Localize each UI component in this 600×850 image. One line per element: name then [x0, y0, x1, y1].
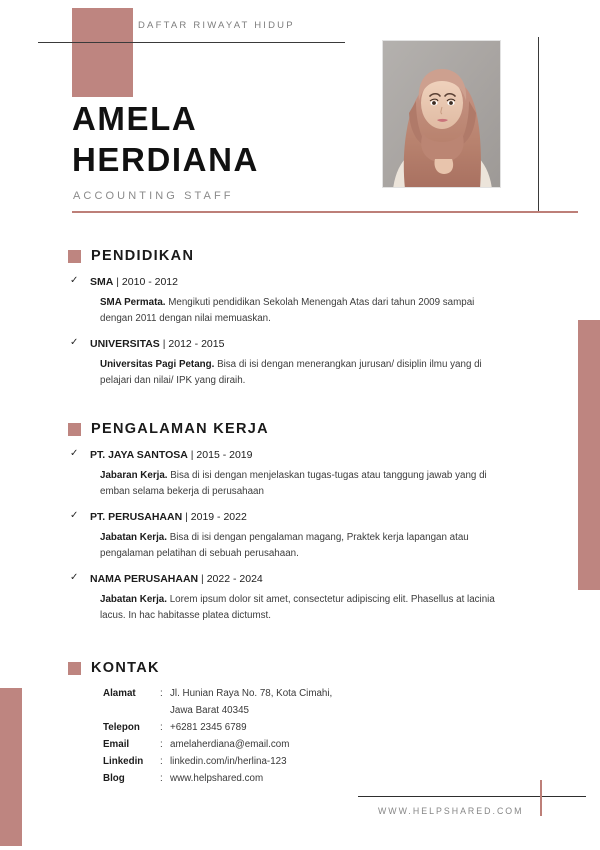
contact-colon: : — [160, 773, 163, 784]
profile-photo — [382, 40, 501, 188]
contact-row-email — [103, 736, 332, 753]
check-icon: ✓ — [70, 510, 79, 521]
experience-entry — [68, 448, 500, 499]
section-contact — [68, 660, 332, 787]
entry-description-lead: SMA Permata. — [100, 297, 166, 308]
entry-description-lead: Jabaran Kerja. — [100, 470, 168, 481]
document-kicker: DAFTAR RIWAYAT HIDUP — [138, 20, 295, 31]
section-header-education — [68, 248, 500, 264]
entry-heading — [90, 337, 500, 351]
entry-separator: | — [162, 338, 166, 350]
education-entry — [68, 275, 500, 326]
entry-period: 2010 - 2012 — [121, 276, 178, 288]
entry-title: PT. JAYA SANTOSA — [90, 449, 188, 461]
entry-separator: | — [185, 511, 188, 523]
entry-description-lead: Jabatan Kerja. — [100, 532, 167, 543]
section-marker-icon — [68, 250, 81, 263]
contact-value-line2: Jawa Barat 40345 — [170, 705, 249, 716]
portrait-illustration — [383, 41, 501, 188]
entry-separator: | — [116, 276, 119, 288]
contact-value[interactable]: www.helpshared.com — [170, 773, 264, 784]
contact-colon: : — [160, 722, 163, 733]
entry-description — [100, 357, 500, 388]
entry-description-text: Lorem ipsum dolor sit amet, consectetur adipiscing elit. Phasellus at lacinia lacus. In hac habitasse platea dictumst. — [100, 594, 495, 621]
job-title: ACCOUNTING STAFF — [73, 190, 234, 202]
experience-entry — [68, 510, 500, 561]
footer-rule — [358, 796, 586, 797]
entry-description-lead: Jabatan Kerja. — [100, 594, 167, 605]
contact-colon: : — [160, 688, 163, 699]
entry-description-text: Bisa di isi dengan menjelaskan tugas-tugas atau tanggung jawab yang di emban selama bekerja di perusahaan — [100, 470, 487, 497]
contact-value — [170, 685, 332, 719]
last-name: HERDIANA — [72, 141, 259, 178]
entry-separator: | — [190, 449, 194, 461]
entry-title: UNIVERSITAS — [90, 338, 160, 350]
entry-period: 2015 - 2019 — [196, 449, 253, 461]
education-entry — [68, 337, 500, 388]
section-marker-icon — [68, 662, 81, 675]
entry-title: NAMA PERUSAHAAN — [90, 573, 199, 585]
contact-value: +6281 2345 6789 — [170, 722, 247, 733]
entry-period: 2019 - 2022 — [190, 511, 247, 523]
entry-description-text: Mengikuti pendidikan Sekolah Menengah Atas dari tahun 2009 sampai dengan 2011 dengan nilai memuaskan. — [100, 297, 475, 324]
contact-colon: : — [160, 739, 163, 750]
section-experience — [68, 421, 500, 623]
contact-row-address — [103, 685, 332, 719]
entry-title: SMA — [90, 276, 114, 288]
check-icon: ✓ — [70, 337, 79, 348]
contact-row-blog — [103, 770, 332, 787]
contact-label: Telepon — [103, 722, 140, 733]
check-icon: ✓ — [70, 572, 79, 583]
entry-description-text: Bisa di isi dengan menerangkan jurusan/ disiplin ilmu yang di pelajari dan nilai/ IPK yang diraih. — [100, 359, 482, 386]
entry-period: 2012 - 2015 — [168, 338, 225, 350]
contact-row-phone — [103, 719, 332, 736]
entry-description — [100, 295, 500, 326]
contact-label: Blog — [103, 773, 125, 784]
page-title — [72, 98, 372, 180]
contact-label: Linkedin — [103, 756, 144, 767]
entry-description — [100, 468, 500, 499]
entry-heading — [90, 448, 500, 462]
header-rose-rule — [72, 211, 578, 213]
footer-website: WWW.HELPSHARED.COM — [378, 806, 524, 816]
entry-heading — [90, 275, 500, 289]
section-marker-icon — [68, 423, 81, 436]
section-title-education: PENDIDIKAN — [91, 248, 195, 264]
section-header-experience — [68, 421, 500, 437]
check-icon: ✓ — [70, 275, 79, 286]
entry-heading — [90, 510, 500, 524]
section-education — [68, 248, 500, 388]
check-icon: ✓ — [70, 448, 79, 459]
section-title-contact: KONTAK — [91, 660, 160, 676]
right-edge-accent-bar — [578, 320, 600, 590]
contact-row-linkedin — [103, 753, 332, 770]
contact-value-line1: Jl. Hunian Raya No. 78, Kota Cimahi, — [170, 688, 333, 699]
section-title-experience: PENGALAMAN KERJA — [91, 421, 269, 437]
experience-entry — [68, 572, 500, 623]
contact-value[interactable]: linkedin.com/in/herlina-123 — [170, 756, 287, 767]
entry-separator: | — [201, 573, 204, 585]
section-header-contact — [68, 660, 332, 676]
contact-label: Email — [103, 739, 130, 750]
first-name: AMELA — [72, 100, 198, 137]
entry-description — [100, 530, 500, 561]
header-accent-block — [72, 8, 133, 97]
contact-value[interactable]: amelaherdiana@email.com — [170, 739, 290, 750]
entry-description — [100, 592, 500, 623]
entry-title: PT. PERUSAHAAN — [90, 511, 183, 523]
footer-vertical-accent — [540, 780, 542, 816]
contact-colon: : — [160, 756, 163, 767]
entry-period: 2022 - 2024 — [206, 573, 263, 585]
contact-label: Alamat — [103, 688, 136, 699]
entry-heading — [90, 572, 500, 586]
left-edge-accent-bar — [0, 688, 22, 846]
header-horizontal-rule — [38, 42, 345, 43]
header-vertical-rule — [538, 37, 539, 213]
entry-description-lead: Universitas Pagi Petang. — [100, 359, 215, 370]
contact-list — [68, 685, 332, 787]
entry-description-text: Bisa di isi dengan pengalaman magang, Praktek kerja lapangan atau pengalaman pelatihan di sebuah perusahaan. — [100, 532, 469, 559]
